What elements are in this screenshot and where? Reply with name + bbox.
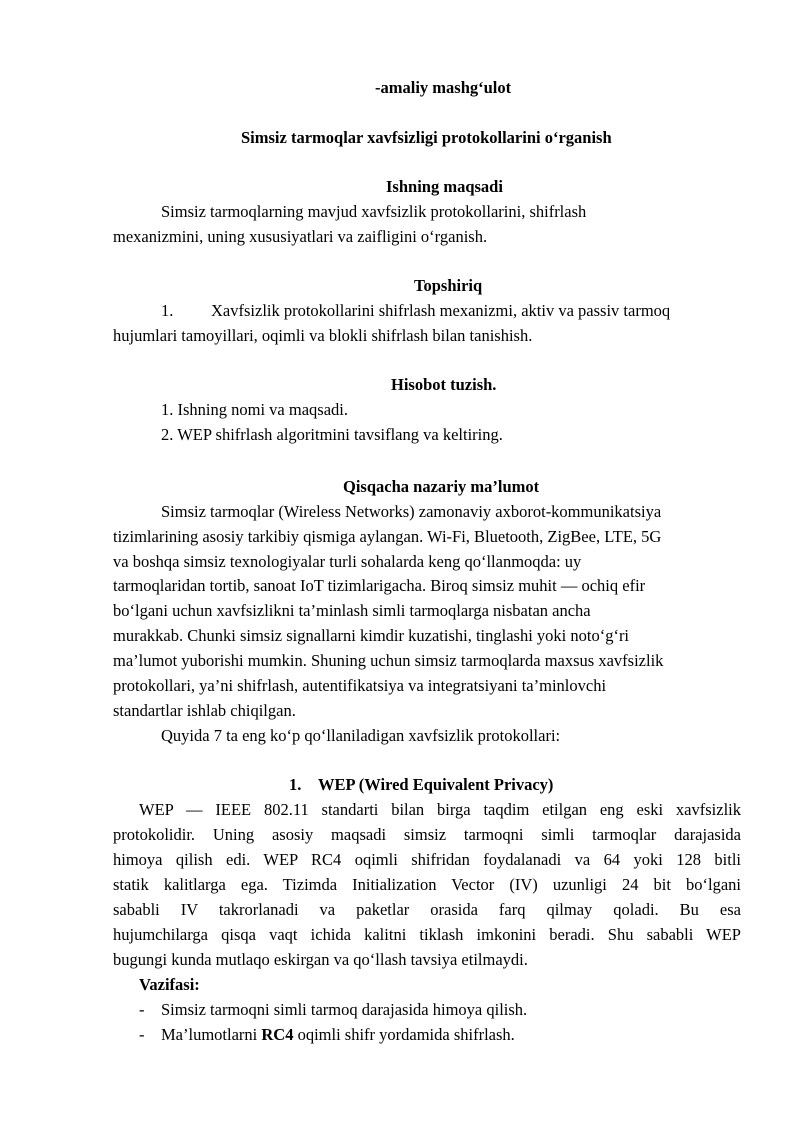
task-text-line: hujumlari tamoyillari, oqimli va blokli shifrlash bilan tanishish. (113, 326, 533, 345)
wep-text-line: sababli IV takrorlanadi va paketlar orasida farq qilmay qoladi. Bu esa (113, 900, 741, 919)
duty-item-suffix: oqimli shifr yordamida shifrlash. (293, 1025, 515, 1044)
goal-heading: Ishning maqsadi (386, 177, 503, 196)
wep-text-line: bugungi kunda mutlaqo eskirgan va qo‘llash tavsiya etilmaydi. (113, 950, 528, 969)
wep-duties-heading: Vazifasi: (139, 975, 200, 994)
theory-text-line: tizimlarining asosiy tarkibiy qismiga aylangan. Wi-Fi, Bluetooth, ZigBee, LTE, 5G (113, 527, 662, 546)
wep-heading-number: 1. (289, 775, 302, 794)
duty-item (161, 1025, 515, 1045)
theory-text-line: protokollari, ya’ni shifrlash, autentifikatsiya va integratsiyani ta’minlovchi (113, 676, 607, 695)
report-item: 1. Ishning nomi va maqsadi. (161, 400, 348, 419)
practice-title: -amaliy mashg‘ulot (375, 78, 512, 97)
goal-text-line: Simsiz tarmoqlarning mavjud xavfsizlik protokollarini, shifrlash (161, 202, 587, 221)
theory-text-line: ma’lumot yuborishi mumkin. Shuning uchun simsiz tarmoqlarda maxsus xavfsizlik (113, 651, 664, 670)
wep-text-line: statik kalitlarga ega. Tizimda Initialization Vector (IV) uzunligi 24 bit bo‘lgani (113, 875, 741, 894)
duty-bullet: - (139, 1000, 145, 1019)
theory-text-line: Simsiz tarmoqlar (Wireless Networks) zamonaviy axborot-kommunikatsiya (161, 502, 662, 521)
theory-text-line: tarmoqlaridan tortib, sanoat IoT tizimlarigacha. Biroq simsiz muhit — ochiq efir (113, 576, 646, 595)
theory-text-line: standartlar ishlab chiqilgan. (113, 701, 296, 720)
goal-text-line: mexanizmini, uning xususiyatlari va zaifligini o‘rganish. (113, 227, 488, 246)
wep-text-line: himoya qilish edi. WEP RC4 oqimli shifridan foydalanadi va 64 yoki 128 bitli (113, 850, 741, 869)
theory-text-line: bo‘lgani uchun xavfsizlikni ta’minlash simli tarmoqlarga nisbatan ancha (113, 601, 591, 620)
duty-item-bold: RC4 (261, 1025, 294, 1044)
report-heading: Hisobot tuzish. (391, 375, 497, 394)
task-text-line: Xavfsizlik protokollarini shifrlash mexanizmi, aktiv va passiv tarmoq (211, 301, 671, 320)
theory-intro-line: Quyida 7 ta eng ko‘p qo‘llaniladigan xavfsizlik protokollari: (161, 726, 561, 745)
theory-text-line: murakkab. Chunki simsiz signallarni kimdir kuzatishi, tinglashi yoki noto‘g‘ri (113, 626, 630, 645)
duty-item-prefix: Ma’lumotlarni (161, 1025, 262, 1044)
wep-text-line: hujumchilarga qisqa vaqt ichida kalitni tiklash imkonini beradi. Shu sababli WEP (113, 925, 741, 944)
duty-item: Simsiz tarmoqni simli tarmoq darajasida himoya qilish. (161, 1000, 528, 1019)
wep-heading: WEP (Wired Equivalent Privacy) (318, 775, 554, 794)
topic-title: Simsiz tarmoqlar xavfsizligi protokollarini o‘rganish (241, 128, 612, 147)
task-item-number: 1. (161, 301, 174, 320)
task-heading: Topshiriq (414, 276, 483, 295)
theory-heading: Qisqacha nazariy ma’lumot (343, 477, 540, 496)
duty-bullet: - (139, 1025, 145, 1044)
report-item: 2. WEP shifrlash algoritmini tavsiflang va keltiring. (161, 425, 503, 444)
theory-text-line: va boshqa simsiz texnologiyalar turli sohalarda keng qo‘llanmoqda: uy (113, 552, 582, 571)
wep-text-line: WEP — IEEE 802.11 standarti bilan birga taqdim etilgan eng eski xavfsizlik (139, 800, 741, 819)
wep-text-line: protokolidir. Uning asosiy maqsadi simsiz tarmoqni simli tarmoqlar darajasida (113, 825, 741, 844)
